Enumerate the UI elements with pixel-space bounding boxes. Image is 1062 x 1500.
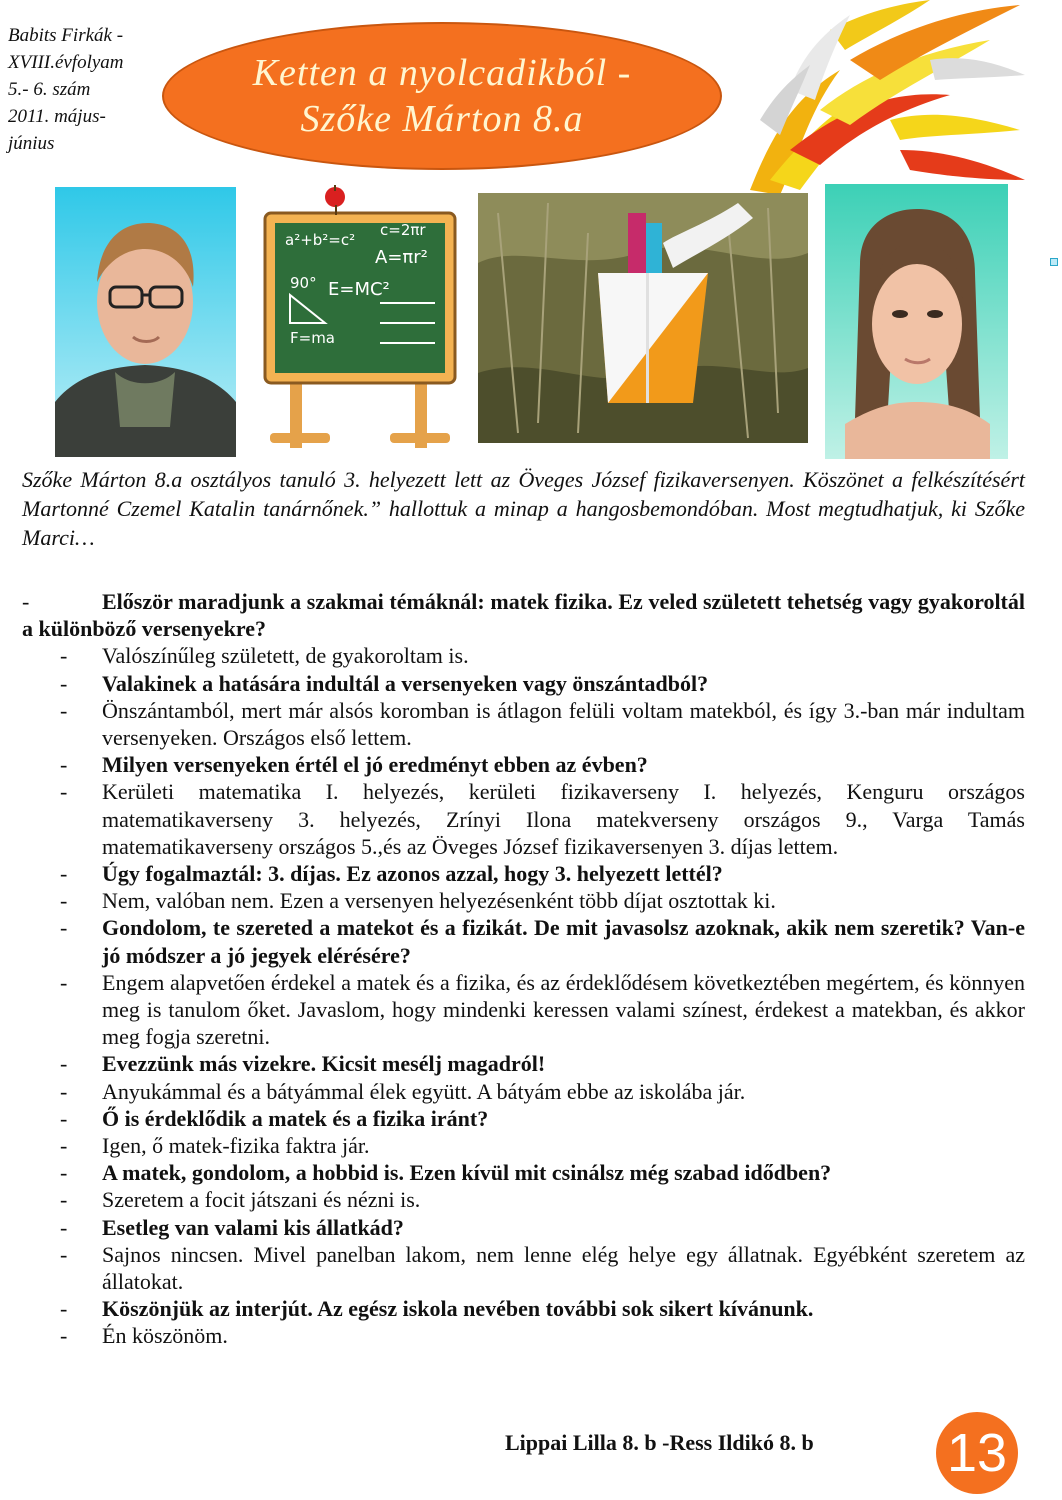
masthead-line: június [8, 133, 55, 154]
girl-portrait-photo [825, 184, 1008, 459]
blackboard-icon [250, 183, 465, 458]
boy-portrait-photo [55, 187, 236, 457]
page-number: 13 [936, 1412, 1018, 1494]
question-item [22, 1295, 1025, 1322]
answer-text: Szeretem a focit játszani és nézni is. [102, 1187, 421, 1213]
first-question-text: Először maradjunk a szakmai témáknál: matek fizika. Ez veled született tehetség vagy gyakoroltál a különböző versenyekre? [22, 589, 1025, 642]
title-line-1: Ketten a nyolcadikból - [252, 52, 632, 94]
question-item [22, 914, 1025, 968]
item-dash: - [60, 1323, 68, 1349]
question-text: Valakinek a hatására indultál a versenyeken vagy önszántadból? [102, 670, 709, 696]
girl-portrait-icon [825, 184, 1008, 459]
answer-item [22, 1078, 1025, 1105]
sunburst-decoration [730, 0, 1030, 200]
masthead-line: 5.- 6. szám [8, 79, 91, 100]
answer-item [22, 697, 1025, 751]
masthead-line: 2011. május- [8, 106, 106, 127]
question-text: Milyen versenyeken értél el jó eredményt ebben az évben? [102, 752, 648, 778]
item-dash: - [60, 1133, 68, 1159]
formula-force: F=ma [290, 329, 335, 347]
answer-text: Kerületi matematika I. helyezés, kerületi fizikaverseny I. helyezés, Kenguru országos matematikaverseny 3. helyezés, Zrínyi Ilona matekverseny országos 9., Varga Tamás matematikaverseny országos 5.,és az Öveges József fizikaversenyen 3. díjas lettem. [102, 779, 1025, 859]
item-dash: - [60, 752, 68, 778]
question-dash: - [22, 589, 30, 614]
blackboard-clipart [250, 183, 465, 458]
item-dash: - [60, 1160, 68, 1186]
question-text: Úgy fogalmaztál: 3. díjas. Ez azonos azzal, hogy 3. helyezett lettél? [102, 861, 723, 887]
answer-item [22, 969, 1025, 1051]
answer-item [22, 1322, 1025, 1349]
answer-item [22, 642, 1025, 669]
answer-text: Igen, ő matek-fizika faktra jár. [102, 1133, 370, 1159]
item-dash: - [60, 969, 68, 995]
question-text: Ő is érdeklődik a matek és a fizika iránt? [102, 1105, 489, 1131]
answer-item [22, 1186, 1025, 1213]
question-item [22, 860, 1025, 887]
item-dash: - [60, 1078, 68, 1104]
title-oval [162, 22, 722, 170]
item-dash: - [60, 697, 68, 723]
item-dash: - [60, 670, 68, 696]
formula-pythagoras: a²+b²=c² [285, 231, 356, 249]
question-item [22, 1214, 1025, 1241]
orienteering-flag-icon [478, 193, 808, 443]
item-dash: - [60, 1214, 68, 1240]
question-item [22, 751, 1025, 778]
orienteering-marker-photo [478, 193, 808, 443]
answer-text: Anyukámmal és a bátyámmal élek együtt. A bátyám ebbe az iskolába jár. [102, 1078, 746, 1104]
item-dash: - [60, 1187, 68, 1213]
formula-area: A=πr² [375, 247, 428, 268]
question-text: Gondolom, te szereted a matekot és a fizikát. De mit javasolsz azoknak, akik nem szeretik? Van-e jó módszer a jó jegyek elérésére? [102, 915, 1025, 968]
item-dash: - [60, 1051, 68, 1077]
title-line-2: Szőke Márton 8.a [300, 98, 584, 140]
masthead [8, 22, 168, 157]
question-text: Köszönjük az interjút. Az egész iskola nevében további sok sikert kívánunk. [102, 1296, 814, 1322]
answer-text: Én köszönöm. [102, 1323, 228, 1349]
question-item [22, 1159, 1025, 1186]
item-dash: - [60, 1296, 68, 1322]
authors-byline: Lippai Lilla 8. b -Ress Ildikó 8. b [505, 1430, 814, 1455]
boy-portrait-icon [55, 187, 236, 457]
answer-text: Valószínűleg született, de gyakoroltam is. [102, 643, 469, 669]
item-dash: - [60, 1241, 68, 1267]
answer-text: Nem, valóban nem. Ezen a versenyen helyezésenként több díjat osztottak ki. [102, 888, 776, 914]
answer-item [22, 778, 1025, 860]
decorative-square-icon [1050, 258, 1058, 266]
formula-angle: 90° [290, 274, 317, 292]
interview [22, 588, 1025, 1350]
item-dash: - [60, 888, 68, 914]
answer-item [22, 887, 1025, 914]
masthead-line: Babits Firkák - [8, 25, 124, 46]
flame-rays-icon [730, 0, 1030, 200]
question-text: Esetleg van valami kis állatkád? [102, 1214, 404, 1240]
item-dash: - [60, 1105, 68, 1131]
formula-circumference: c=2πr [380, 221, 426, 239]
item-dash: - [60, 915, 68, 941]
answer-text: Önszántamból, mert már alsós koromban is átlagon felüli voltam matekból, és így 3.-ban már indultam versenyeken. Országos első lettem. [102, 697, 1025, 751]
answer-item [22, 1132, 1025, 1159]
first-question [22, 588, 1025, 642]
masthead-line: XVIII.évfolyam [8, 52, 124, 73]
question-item [22, 1105, 1025, 1132]
answer-text: Engem alapvetően érdekel a matek és a fizika, és az érdeklődésem következtében megértem, és könnyen meg is tanulom őket. Javaslom, hogy mindenki keressen valami színest, érdekest a matekban, és akkor meg fogja szeretni. [102, 969, 1025, 1050]
answer-item [22, 1241, 1025, 1295]
question-item [22, 670, 1025, 697]
item-dash: - [60, 861, 68, 887]
answer-text: Sajnos nincsen. Mivel panelban lakom, nem lenne elég helye egy állatnak. Egyébként szeretem az állatokat. [102, 1241, 1025, 1295]
formula-energy: E=MC² [328, 279, 390, 300]
question-text: A matek, gondolom, a hobbid is. Ezen kívül mit csinálsz még szabad idődben? [102, 1160, 832, 1186]
question-item [22, 1050, 1025, 1077]
question-text: Evezzünk más vizekre. Kicsit mesélj magadról! [102, 1051, 546, 1077]
item-dash: - [60, 643, 68, 669]
item-dash: - [60, 779, 68, 805]
intro-paragraph: Szőke Márton 8.a osztályos tanuló 3. helyezett lett az Öveges József fizikaversenyen. Köszönet a felkészítésért Martonné Czemel Katalin tanárnőnek.” hallottuk a minap a hangosbemondóban. Most megtudhatjuk, ki Szőke Marci… [22, 467, 1025, 550]
